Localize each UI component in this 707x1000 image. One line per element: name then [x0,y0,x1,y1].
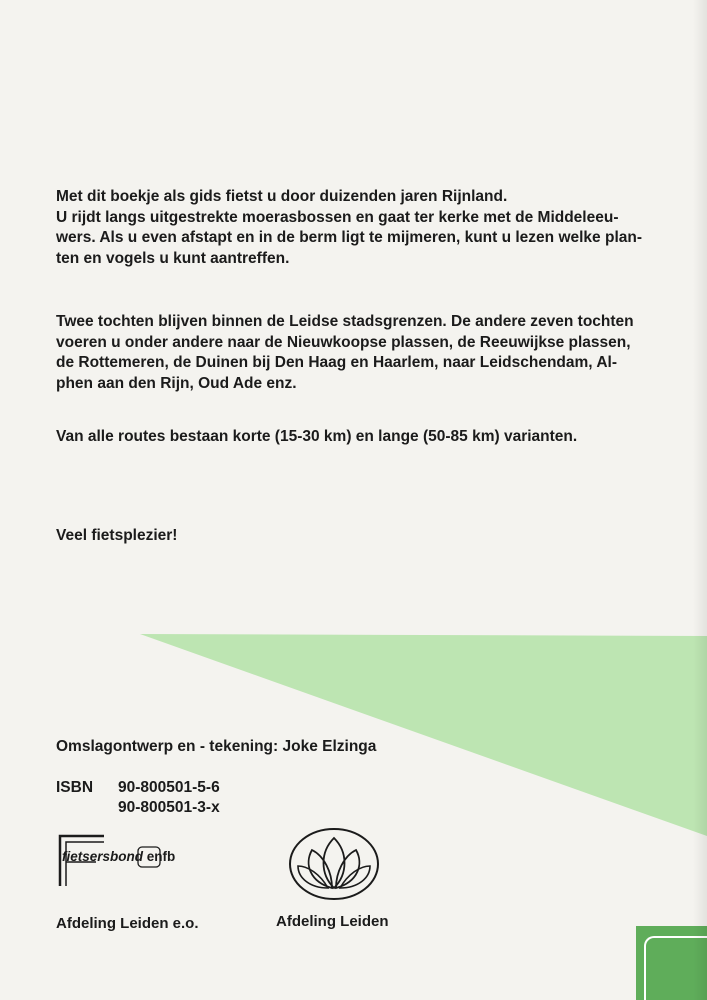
lotus-logo-icon [288,826,380,902]
isbn-numbers [118,778,220,818]
text-line: U rijdt langs uitgestrekte moerasbossen en gaat ter kerke met de Middeleeu- [56,208,619,226]
text-line: phen aan den Rijn, Oud Ade enz. [56,374,297,392]
paragraph-variants [56,427,656,448]
paragraph-routes [56,312,656,394]
logo-caption-left: Afdeling Leiden e.o. [56,915,199,932]
isbn-number: 90-800501-3-x [118,799,220,816]
logo-text-fietsers: fietsers [62,849,111,864]
text-line: Met dit boekje als gids fietst u door duizenden jaren Rijnland. [56,188,508,205]
isbn-number: 90-800501-5-6 [118,779,220,796]
paragraph-intro [56,187,656,269]
text-line: ten en vogels u kunt aantreffen. [56,249,290,267]
logo-text-bond: bond [110,849,144,864]
text-line: Van alle routes bestaan korte (15-30 km) en lange (50-85 km) varianten. [56,428,578,445]
isbn-label: ISBN [56,779,94,796]
logo-text-enfb: enfb [146,849,176,864]
text-line: Veel fietsplezier! [56,527,178,544]
text-line: Twee tochten blijven binnen de Leidse stadsgrenzen. De andere zeven tochten [56,313,634,330]
text-line: wers. Als u even afstapt en in de berm ligt te mijmeren, kunt u lezen welke plan- [56,229,642,246]
text-line: voeren u onder andere naar de Nieuwkoopse plassen, de Reeuwijkse plassen, [56,333,631,351]
paragraph-closing [56,526,656,547]
cover-credits: Omslagontwerp en - tekening: Joke Elzinga [56,738,377,755]
fietsersbond-logo [52,832,222,888]
logo-caption-right: Afdeling Leiden [276,913,389,930]
page-edge-shadow [693,0,707,1000]
text-line: de Rottemeren, de Duinen bij Den Haag en Haarlem, naar Leidschendam, Al- [56,354,618,371]
